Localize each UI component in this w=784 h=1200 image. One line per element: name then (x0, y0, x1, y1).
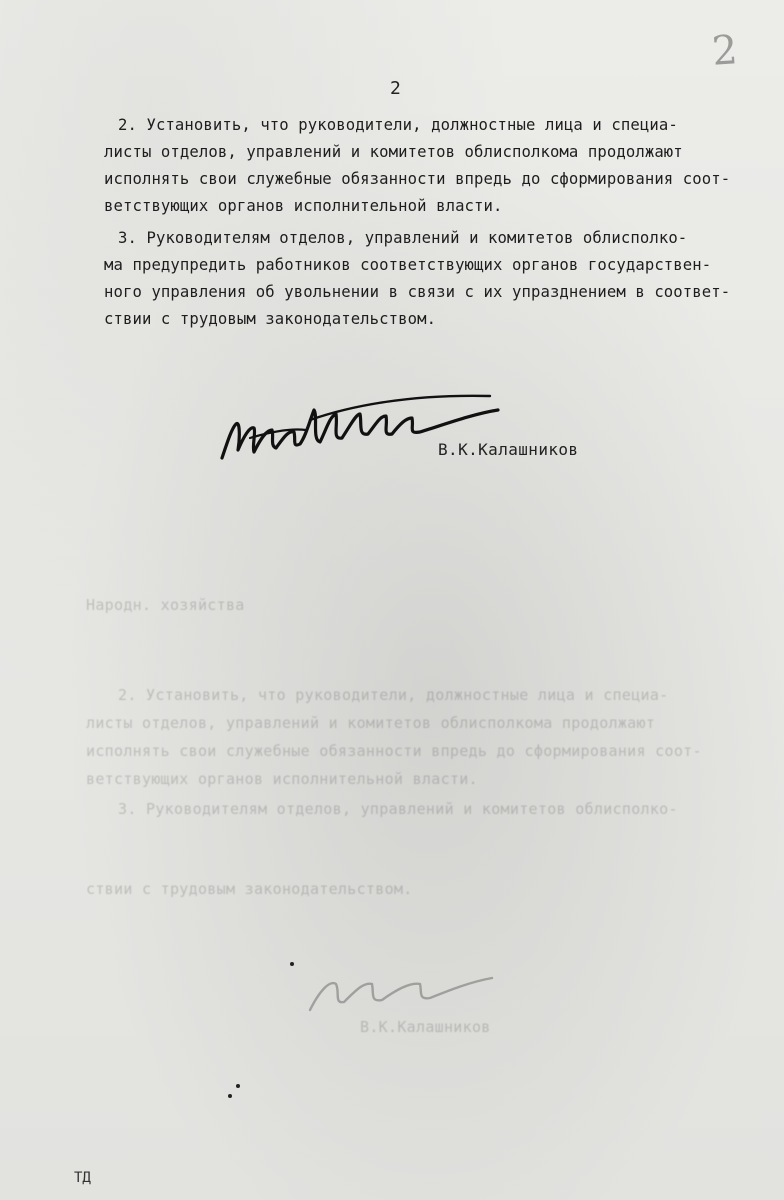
ink-speck (290, 962, 294, 966)
paragraph-line: 3. Руководителям отделов, управлений и комитетов облисполко- (118, 229, 688, 247)
paragraph-item-2 (104, 112, 758, 220)
paragraph-line: ветствующих органов исполнительной власти. (104, 197, 503, 215)
bleed-through-line: 3. Руководителям отделов, управлений и комитетов облисполко- (118, 800, 678, 818)
paragraph-line: 2. Установить, что руководители, должностные лица и специа- (118, 116, 678, 134)
bleed-through-line: ветствующих органов исполнительной власти. (86, 770, 478, 788)
bleed-through-line: В.К.Калашников (360, 1018, 491, 1036)
paragraph-line: ствии с трудовым законодательством. (104, 310, 437, 328)
bleed-through-line: Народн. хозяйства (86, 596, 245, 614)
bleed-through-signature (300, 960, 500, 1020)
corner-page-mark: 2 (710, 27, 740, 75)
bleed-through-line: исполнять свои служебные обязанности впредь до сформирования соот- (86, 742, 702, 760)
paragraph-line: ма предупредить работников соответствующих органов государствен- (104, 256, 712, 274)
signer-name: В.К.Калашников (438, 440, 579, 459)
bleed-through-line: ствии с трудовым законодательством. (86, 880, 413, 898)
paragraph-item-3 (104, 225, 758, 333)
paragraph-line: ного управления об увольнении в связи с их упразднением в соответ- (104, 283, 731, 301)
paragraph-line: листы отделов, управлений и комитетов облисполкома продолжают (104, 143, 683, 161)
paragraph-line: исполнять свои служебные обязанности впредь до сформирования соот- (104, 170, 731, 188)
ink-speck (236, 1084, 240, 1088)
bleed-through-line: листы отделов, управлений и комитетов облисполкома продолжают (86, 714, 656, 732)
footer-mark: ТД (74, 1170, 91, 1186)
bleed-through-line: 2. Установить, что руководители, должностные лица и специа- (118, 686, 669, 704)
page-number: 2 (390, 78, 401, 99)
ink-speck (228, 1094, 232, 1098)
